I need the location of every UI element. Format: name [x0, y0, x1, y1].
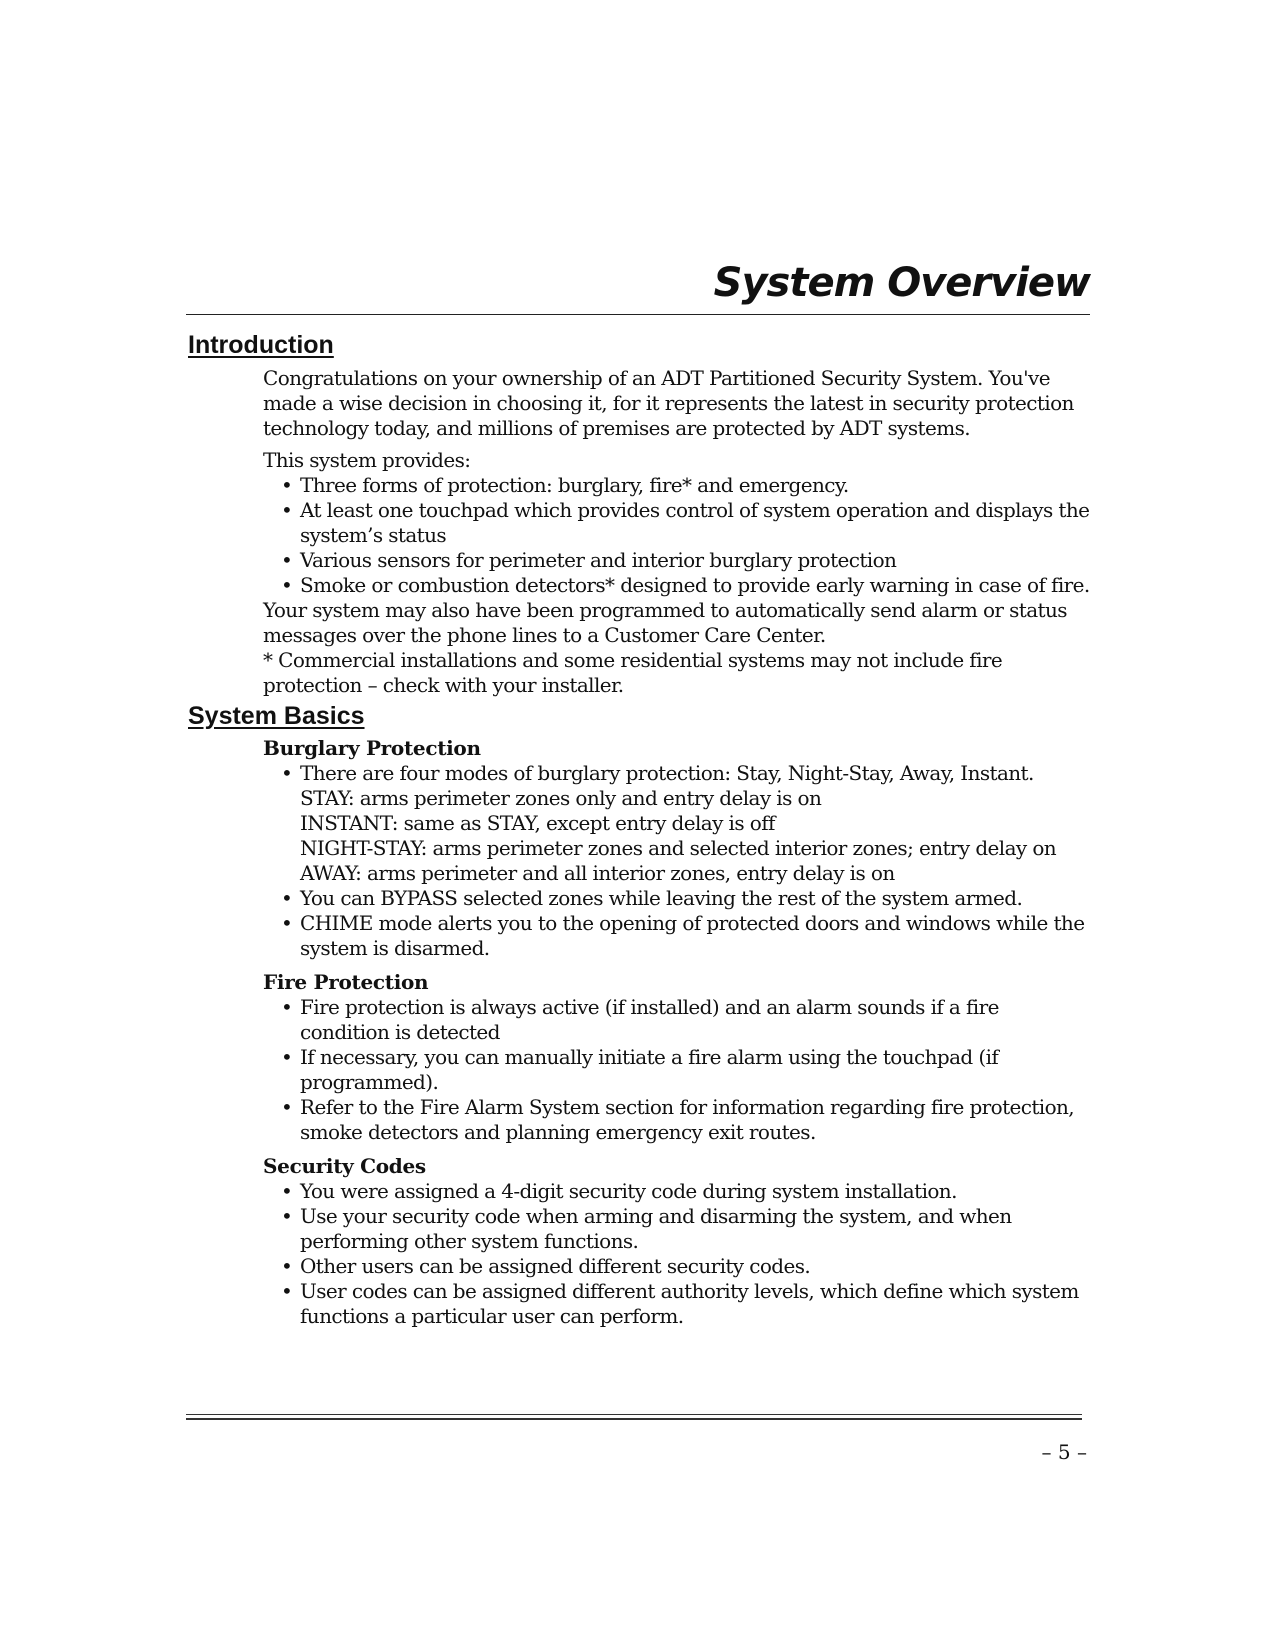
modes-intro: • There are four modes of burglary protection: Stay, Night-Stay, Away, Instant. [300, 761, 1034, 785]
list-item: • CHIME mode alerts you to the opening of protected doors and windows while the system is disarmed. [263, 911, 1093, 961]
list-item: • Other users can be assigned different security codes. [263, 1254, 1093, 1279]
list-item [263, 761, 1093, 886]
list-item: • Three forms of protection: burglary, fire* and emergency. [263, 473, 1093, 498]
burglary-list [263, 761, 1093, 961]
provides-label: This system provides: [263, 448, 471, 472]
burglary-protection-heading: Burglary Protection [263, 736, 481, 760]
codes-list [263, 1179, 1093, 1329]
list-item: • Various sensors for perimeter and interior burglary protection [263, 548, 1093, 573]
system-basics-heading: System Basics [188, 702, 365, 730]
footer-rule [186, 1414, 1082, 1420]
alarm-messages-paragraph: Your system may also have been programmed to automatically send alarm or status messages over the phone lines to a Customer Care Center. [263, 598, 1067, 647]
introduction-body [263, 366, 1093, 698]
list-item: • Smoke or combustion detectors* designed to provide early warning in case of fire. [263, 573, 1093, 598]
list-item: • You can BYPASS selected zones while leaving the rest of the system armed. [263, 886, 1093, 911]
fire-list [263, 995, 1093, 1145]
mode-stay: STAY: arms perimeter zones only and entry delay is on [300, 786, 822, 810]
list-item: • At least one touchpad which provides control of system operation and displays the system’s status [263, 498, 1093, 548]
page-number: – 5 – [1041, 1440, 1087, 1464]
title-rule [186, 314, 1090, 315]
fire-footnote: * Commercial installations and some residential systems may not include fire protection – check with your installer. [263, 648, 1003, 697]
security-codes-heading: Security Codes [263, 1154, 426, 1178]
system-basics-body [263, 736, 1093, 1329]
intro-paragraph: Congratulations on your ownership of an ADT Partitioned Security System. You've made a wise decision in choosing it, for it represents the latest in security protection technology today, and millions of premises are protected by ADT systems. [263, 366, 1074, 440]
mode-night-stay: NIGHT-STAY: arms perimeter zones and selected interior zones; entry delay on [300, 836, 1057, 860]
list-item: • You were assigned a 4-digit security code during system installation. [263, 1179, 1093, 1204]
list-item: • If necessary, you can manually initiate a fire alarm using the touchpad (if programmed). [263, 1045, 1093, 1095]
fire-protection-heading: Fire Protection [263, 970, 429, 994]
list-item: • Use your security code when arming and disarming the system, and when performing other system functions. [263, 1204, 1093, 1254]
introduction-heading: Introduction [188, 331, 334, 359]
list-item: • Fire protection is always active (if installed) and an alarm sounds if a fire condition is detected [263, 995, 1093, 1045]
page-title: System Overview [713, 260, 1090, 306]
provides-list [263, 473, 1093, 598]
mode-instant: INSTANT: same as STAY, except entry delay is off [300, 811, 775, 835]
list-item: • User codes can be assigned different authority levels, which define which system functions a particular user can perform. [263, 1279, 1093, 1329]
list-item: • Refer to the Fire Alarm System section for information regarding fire protection, smoke detectors and planning emergency exit routes. [263, 1095, 1093, 1145]
mode-away: AWAY: arms perimeter and all interior zones, entry delay is on [300, 861, 895, 885]
